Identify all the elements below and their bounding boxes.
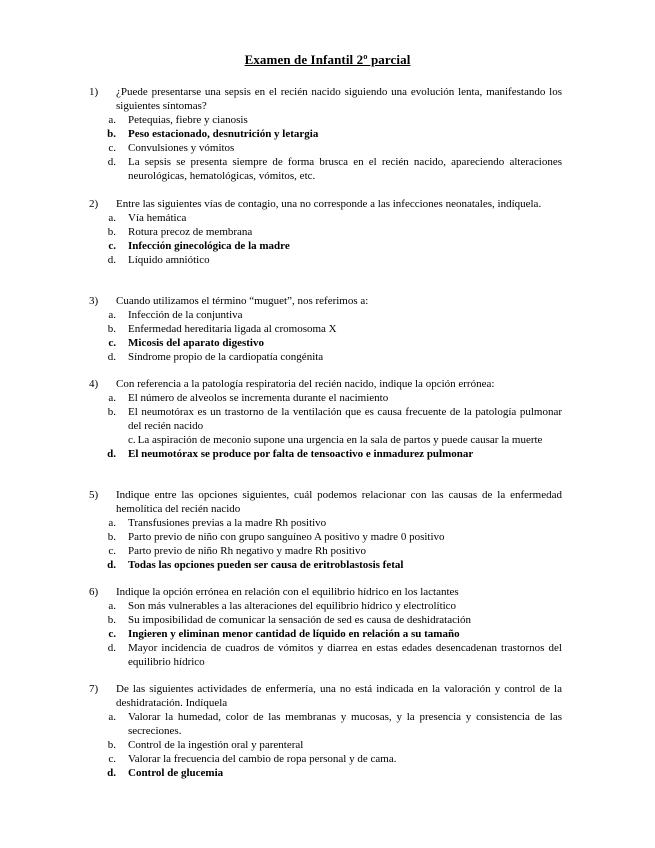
question-number: 6) (89, 586, 99, 598)
option-letter: c. (128, 434, 136, 446)
option-text: Control de la ingestión oral y parenteral (128, 739, 304, 751)
option-a (89, 599, 562, 613)
option-letter: b. (107, 614, 116, 626)
option-d-correct (89, 766, 562, 780)
option-letter: a. (108, 600, 116, 612)
option-text: Enfermedad hereditaria ligada al cromosoma X (128, 323, 337, 335)
option-letter: b. (107, 739, 116, 751)
option-d (89, 350, 562, 364)
option-letter: a. (108, 711, 116, 723)
option-letter: b. (107, 226, 116, 238)
option-letter: b. (107, 128, 116, 140)
option-letter: d. (107, 351, 116, 363)
option-a (89, 308, 562, 322)
option-letter: c. (108, 142, 116, 154)
question-text: Indique entre las opciones siguientes, cuál podemos relacionar con las causas de la enfermedad hemolítica del recién nacido (116, 489, 562, 515)
option-b (89, 613, 562, 627)
option-a (89, 391, 562, 405)
option-a (89, 113, 562, 127)
option-letter: d. (107, 156, 116, 168)
option-a (89, 516, 562, 530)
question-text: Cuando utilizamos el término “muguet”, nos referimos a: (116, 295, 369, 307)
option-text: La sepsis se presenta siempre de forma brusca en el recién nacido, apareciendo alteraciones neurológicas, hematológicas, vómitos, etc. (128, 156, 562, 182)
option-letter: b. (107, 531, 116, 543)
question-text: De las siguientes actividades de enfermería, una no está indicada en la valoración y control de la deshidratación. Indíquela (116, 683, 562, 709)
option-text: Rotura precoz de membrana (128, 226, 253, 238)
question-text: Entre las siguientes vías de contagio, una no corresponde a las infecciones neonatales, indíquela. (116, 198, 542, 210)
question-text: Indique la opción errónea en relación con el equilibrio hídrico en los lactantes (116, 586, 459, 598)
option-a (89, 710, 562, 738)
option-letter: d. (107, 448, 116, 460)
option-b (89, 322, 562, 336)
option-d (89, 155, 562, 183)
option-letter: d. (107, 254, 116, 266)
option-c-correct (89, 239, 562, 253)
option-c (89, 141, 562, 155)
option-letter: d. (107, 767, 116, 779)
option-text: Control de glucemia (128, 767, 224, 779)
option-c-correct (89, 627, 562, 641)
option-text: Ingieren y eliminan menor cantidad de líquido en relación a su tamaño (128, 628, 460, 640)
question-number: 2) (89, 198, 99, 210)
option-text: Parto previo de niño con grupo sanguíneo A positivo y madre 0 positivo (128, 531, 445, 543)
option-letter: d. (107, 642, 116, 654)
option-c (128, 433, 562, 447)
option-text: El neumotórax se produce por falta de tensoactivo e inmadurez pulmonar (128, 448, 474, 460)
option-text: Petequias, fiebre y cianosis (128, 114, 248, 126)
question-7 (89, 682, 562, 780)
option-text: Infección de la conjuntiva (128, 309, 243, 321)
option-text: Valorar la humedad, color de las membranas y mucosas, y la presencia y consistencia de las secreciones. (128, 711, 562, 737)
option-text: Son más vulnerables a las alteraciones del equilibrio hídrico y electrolítico (128, 600, 457, 612)
option-d (89, 641, 562, 669)
option-letter: a. (108, 114, 116, 126)
option-text: Peso estacionado, desnutrición y letargia (128, 128, 319, 140)
option-b (89, 225, 562, 239)
option-text: Parto previo de niño Rh negativo y madre Rh positivo (128, 545, 366, 557)
option-letter: a. (108, 212, 116, 224)
option-text: El neumotórax es un trastorno de la ventilación que es causa frecuente de la patología pulmonar del recién nacido (128, 406, 562, 432)
option-c (89, 544, 562, 558)
option-text: Valorar la frecuencia del cambio de ropa personal y de cama. (128, 753, 397, 765)
option-letter: c. (108, 753, 116, 765)
option-text: Líquido amniótico (128, 254, 210, 266)
option-letter: a. (108, 309, 116, 321)
question-text: Con referencia a la patología respiratoria del recién nacido, indique la opción errónea: (116, 378, 495, 390)
question-5 (89, 488, 562, 572)
option-text: Mayor incidencia de cuadros de vómitos y diarrea en estas edades desencadenan trastornos del equilibrio hídrico (128, 642, 562, 668)
option-b (89, 530, 562, 544)
option-text: El número de alveolos se incrementa durante el nacimiento (128, 392, 389, 404)
question-2 (89, 197, 562, 267)
option-d-correct (89, 447, 562, 461)
question-number: 4) (89, 378, 99, 390)
option-b-correct (89, 127, 562, 141)
option-letter: c. (108, 240, 116, 252)
option-d (89, 253, 562, 267)
question-3 (89, 294, 562, 364)
question-6 (89, 585, 562, 669)
option-letter: c. (108, 545, 116, 557)
option-c (89, 752, 562, 766)
option-text: Su imposibilidad de comunicar la sensación de sed es causa de deshidratación (128, 614, 472, 626)
option-text: La aspiración de meconio supone una urgencia en la sala de partos y puede causar la muerte (137, 434, 543, 446)
question-text: ¿Puede presentarse una sepsis en el recién nacido siguiendo una evolución lenta, manifestando los siguientes síntomas? (116, 86, 562, 112)
option-d-correct (89, 558, 562, 572)
option-letter: b. (107, 406, 116, 418)
option-letter: d. (107, 559, 116, 571)
option-letter: b. (107, 323, 116, 335)
option-text: Vía hemática (128, 212, 187, 224)
question-number: 5) (89, 489, 99, 501)
question-4 (89, 377, 562, 461)
question-number: 7) (89, 683, 99, 695)
option-b (89, 405, 562, 433)
option-text: Transfusiones previas a la madre Rh positivo (128, 517, 327, 529)
question-number: 3) (89, 295, 99, 307)
option-letter: c. (108, 628, 116, 640)
option-text: Convulsiones y vómitos (128, 142, 235, 154)
option-letter: a. (108, 517, 116, 529)
option-text: Infección ginecológica de la madre (128, 240, 290, 252)
option-text: Todas las opciones pueden ser causa de eritroblastosis fetal (128, 559, 404, 571)
option-letter: c. (108, 337, 116, 349)
option-c-correct (89, 336, 562, 350)
page-title: Examen de Infantil 2º parcial (244, 52, 411, 67)
question-number: 1) (89, 86, 99, 98)
question-1 (89, 85, 562, 183)
option-a (89, 211, 562, 225)
option-b (89, 738, 562, 752)
option-letter: a. (108, 392, 116, 404)
option-text: Micosis del aparato digestivo (128, 337, 264, 349)
option-text: Síndrome propio de la cardiopatía congénita (128, 351, 324, 363)
